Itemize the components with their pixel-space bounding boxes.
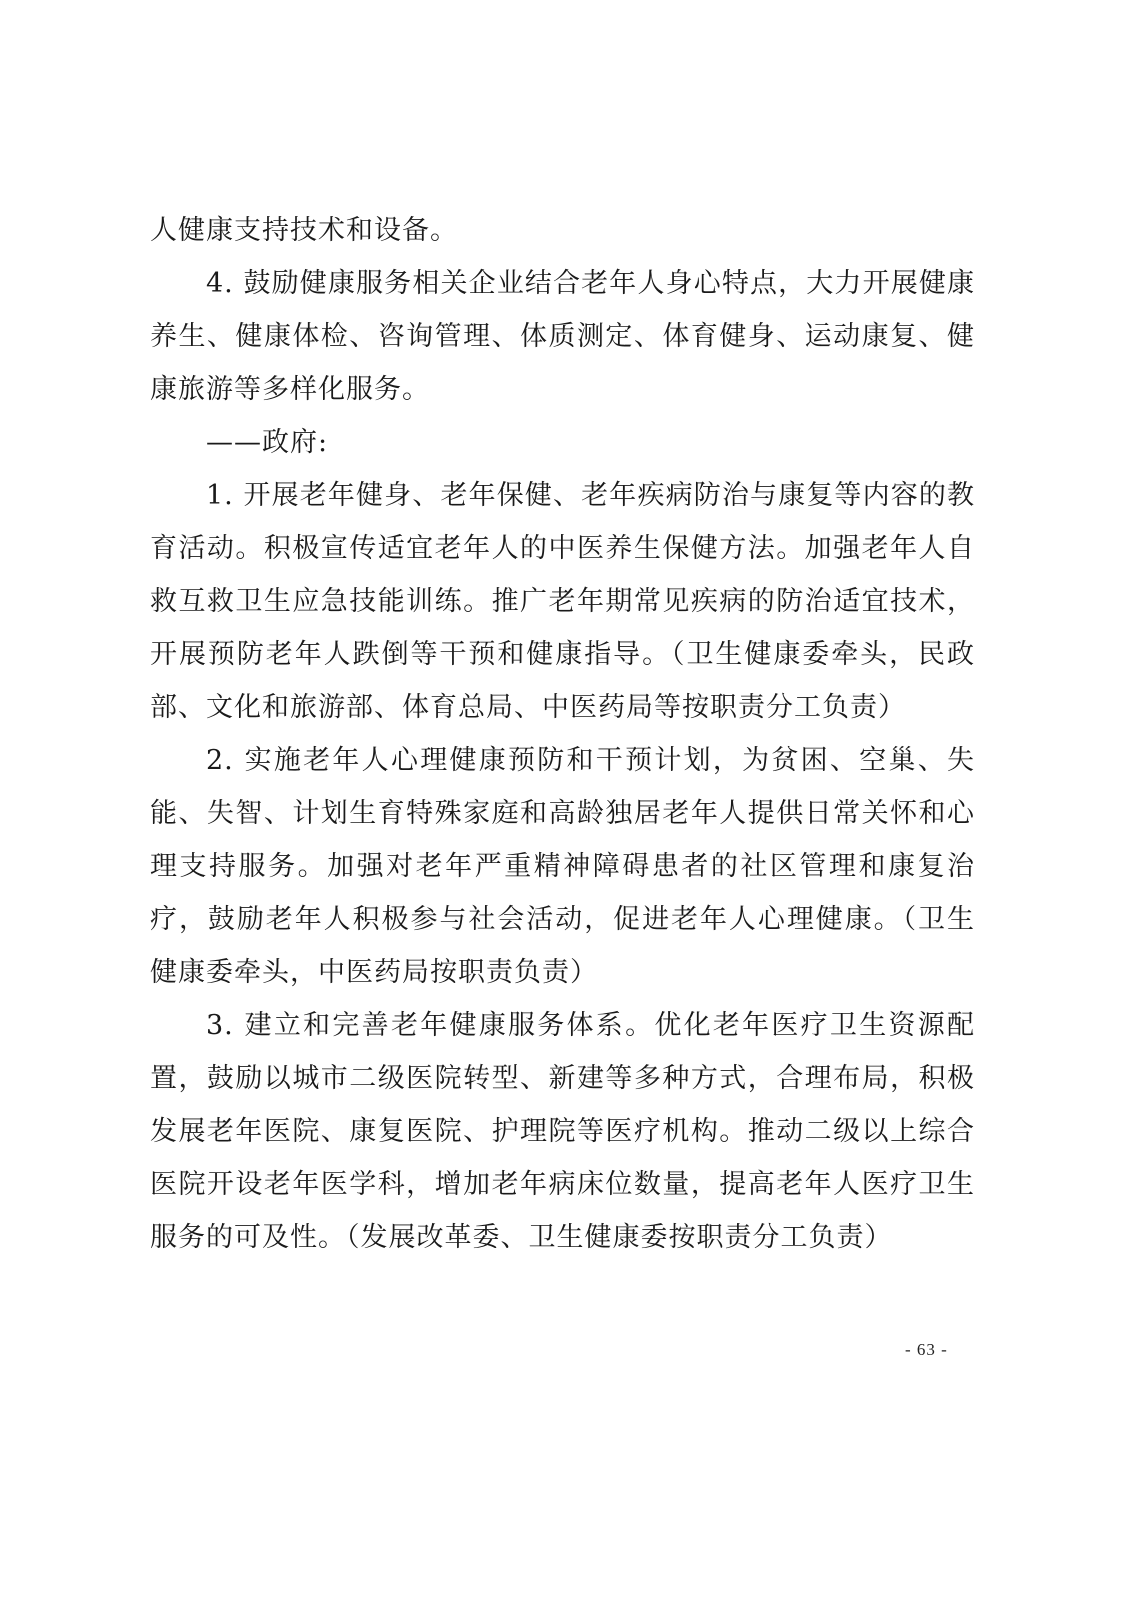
- paragraph-item-3: 3. 建立和完善老年健康服务体系。优化老年医疗卫生资源配置，鼓励以城市二级医院转型、新建等多种方式，合理布局，积极发展老年医院、康复医院、护理院等医疗机构。推动二级以上综合医院开设老年医学科，增加老年病床位数量，提高老年人医疗卫生服务的可及性。（发展改革委、卫生健康委按职责分工负责）: [150, 1010, 975, 1253]
- document-body: [150, 204, 975, 1264]
- paragraph-continuation: 人健康支持技术和设备。: [150, 215, 458, 246]
- paragraph-item-1: 1. 开展老年健身、老年保健、老年疾病防治与康复等内容的教育活动。积极宣传适宜老年人的中医养生保健方法。加强老年人自救互救卫生应急技能训练。推广老年期常见疾病的防治适宜技术，开展预防老年人跌倒等干预和健康指导。（卫生健康委牵头，民政部、文化和旅游部、体育总局、中医药局等按职责分工负责）: [150, 480, 975, 723]
- paragraph-item-4: 4. 鼓励健康服务相关企业结合老年人身心特点，大力开展健康养生、健康体检、咨询管理、体质测定、体育健身、运动康复、健康旅游等多样化服务。: [150, 268, 975, 405]
- paragraph-item-2: 2. 实施老年人心理健康预防和干预计划，为贫困、空巢、失能、失智、计划生育特殊家庭和高龄独居老年人提供日常关怀和心理支持服务。加强对老年严重精神障碍患者的社区管理和康复治疗，鼓励老年人积极参与社会活动，促进老年人心理健康。（卫生健康委牵头，中医药局按职责负责）: [150, 745, 975, 988]
- page-number: - 63 -: [905, 1340, 948, 1359]
- section-heading-government: ——政府:: [206, 427, 329, 458]
